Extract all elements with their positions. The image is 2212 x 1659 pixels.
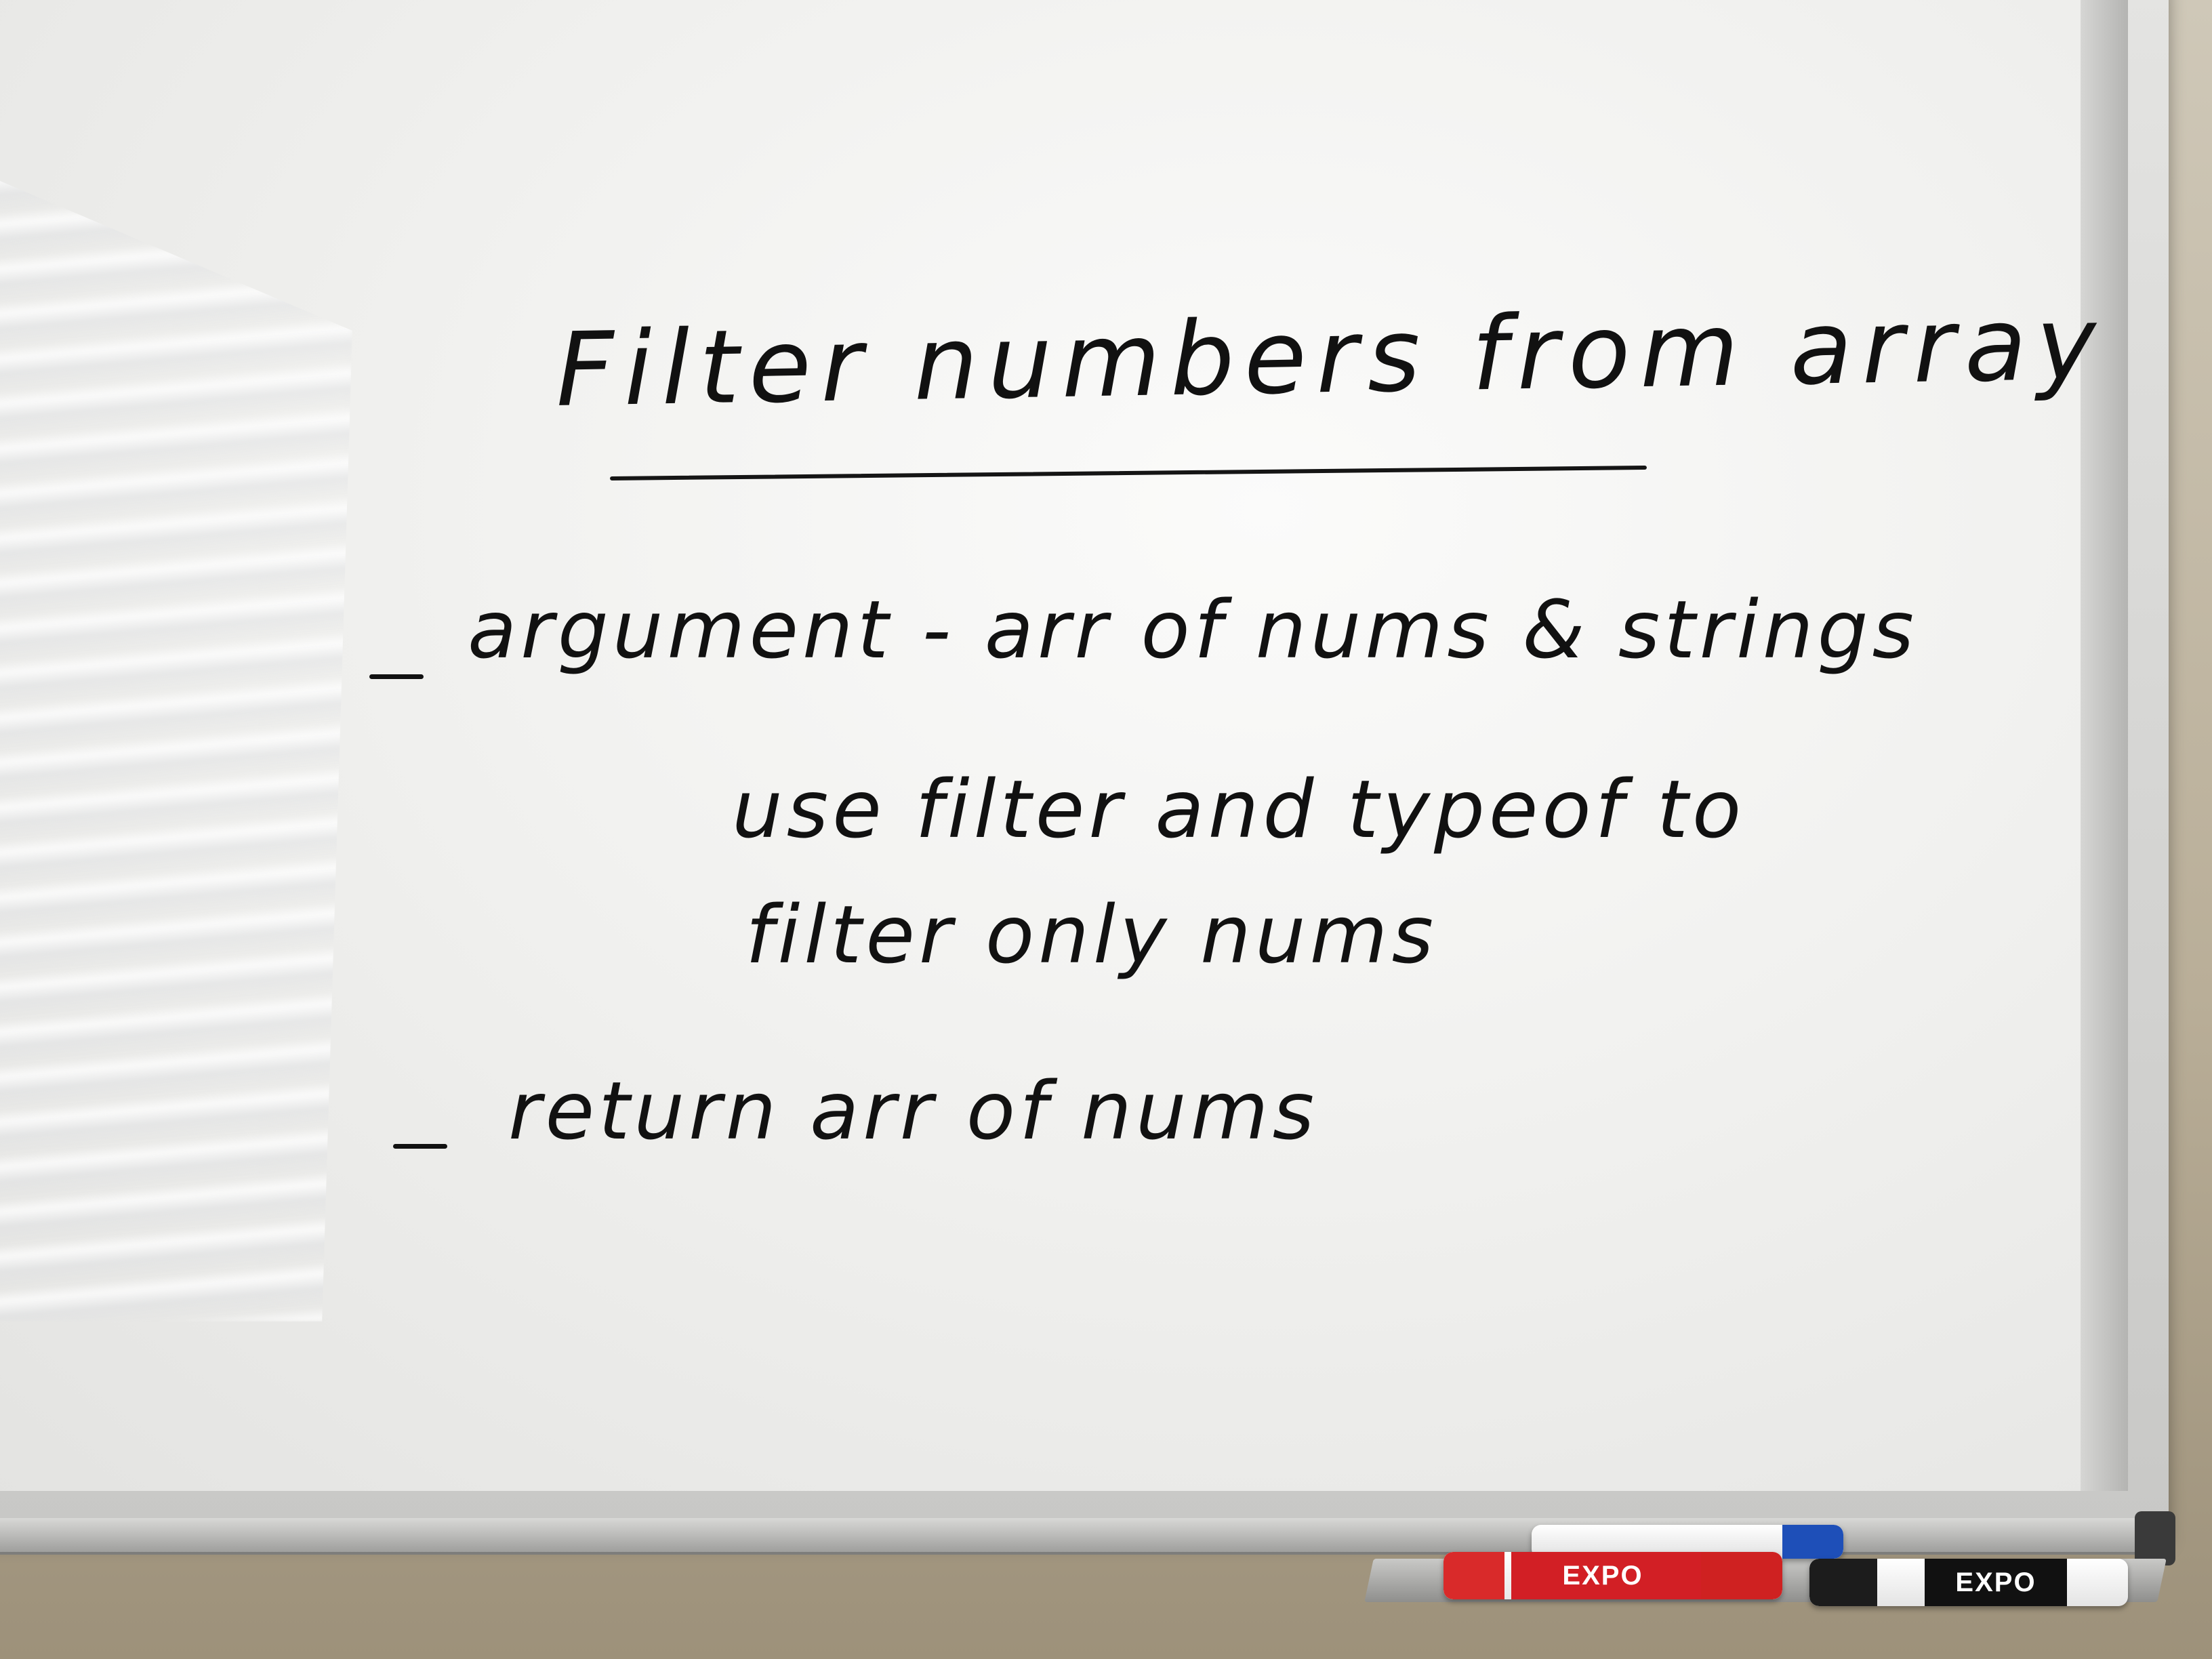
window-light-glare <box>0 169 352 1322</box>
black-marker <box>1809 1559 2128 1606</box>
bullet-dash <box>369 674 424 679</box>
note-line-argument: argument - arr of nums & strings <box>468 583 1919 676</box>
whiteboard-right-rail <box>2081 0 2128 1491</box>
title-underline <box>610 466 1647 480</box>
note-line-filter-only: filter only nums <box>745 888 1438 981</box>
note-line-use-filter: use filter and typeof to <box>732 762 1746 856</box>
blue-marker-cap <box>1782 1525 1843 1559</box>
bullet-dash <box>393 1144 447 1149</box>
red-marker <box>1443 1552 1782 1599</box>
note-line-return: return arr of nums <box>508 1064 1319 1158</box>
red-marker-tail <box>1701 1552 1782 1599</box>
whiteboard-title: Filter numbers from array <box>554 285 2107 430</box>
tray-end-cap <box>2135 1511 2175 1565</box>
red-marker-cap <box>1443 1552 1504 1599</box>
red-marker-brand: EXPO <box>1562 1561 1643 1591</box>
black-marker-cap <box>1809 1559 1877 1606</box>
black-marker-brand: EXPO <box>1955 1568 2036 1597</box>
